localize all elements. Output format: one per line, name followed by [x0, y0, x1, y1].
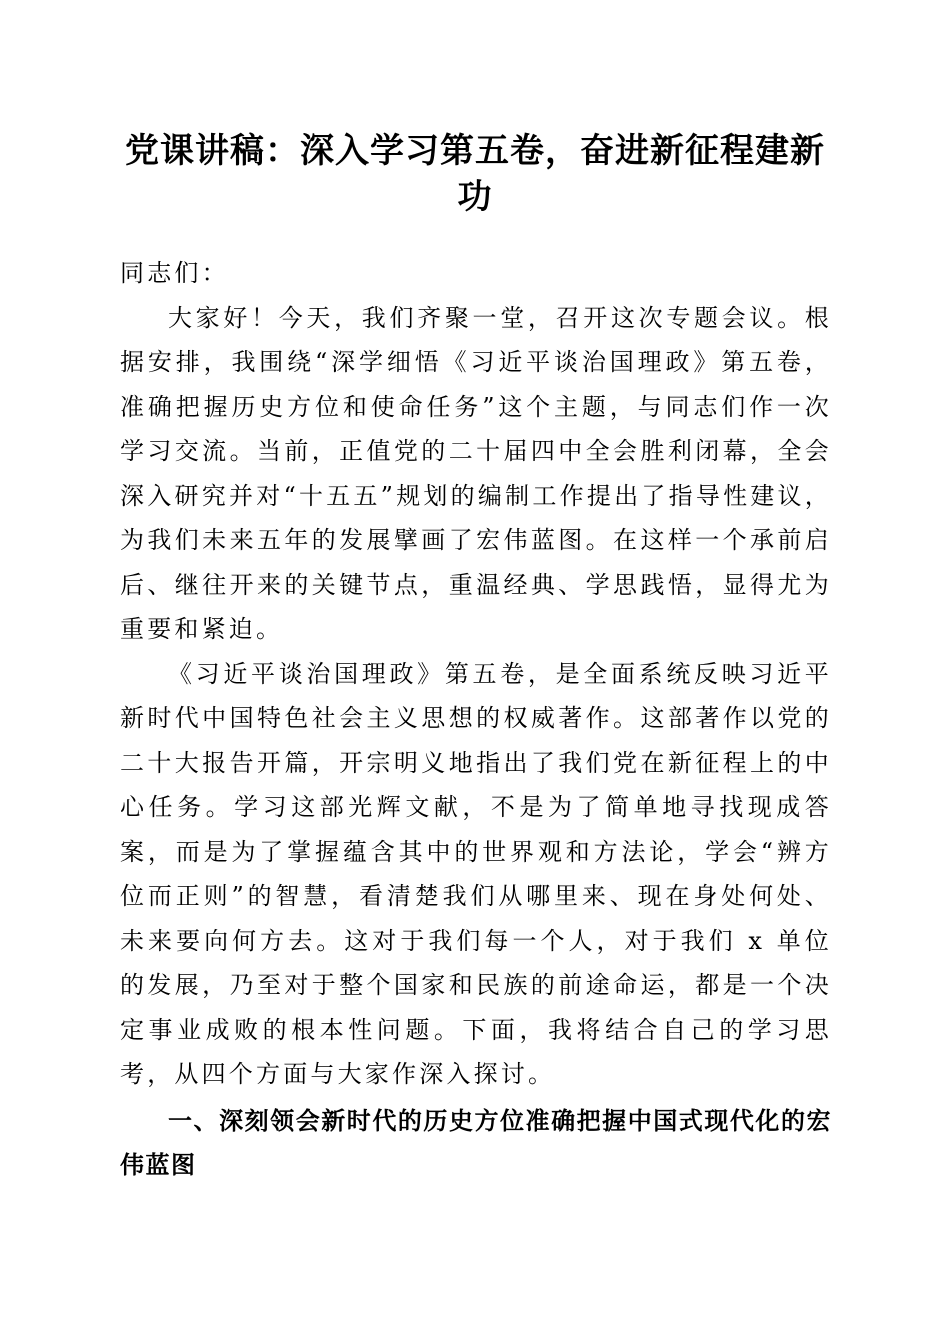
document-body [120, 251, 832, 1188]
section-heading: 一、深刻领会新时代的历史方位准确把握中国式现代化的宏伟蓝图 [120, 1106, 832, 1179]
document-title: 党课讲稿：深入学习第五卷，奋进新征程建新功 [125, 131, 825, 217]
salutation: 同志们： [120, 259, 229, 287]
paragraph-intro: 大家好！今天，我们齐聚一堂，召开这次专题会议。根据安排，我围绕“深学细悟《习近平谈治国理政》第五卷，准确把握历史方位和使命任务”这个主题，与同志们作一次学习交流。当前，正值党的二十届四中全会胜利闭幕，全会深入研究并对“十五五”规划的编制工作提出了指导性建议，为我们未来五年的发展擘画了宏伟蓝图。在这样一个承前启后、继往开来的关键节点，重温经典、学思践悟，显得尤为重要和紧迫。 [120, 303, 832, 643]
paragraph-book: 《习近平谈治国理政》第五卷，是全面系统反映习近平新时代中国特色社会主义思想的权威著作。这部著作以党的二十大报告开篇，开宗明义地指出了我们党在新征程上的中心任务。学习这部光辉文献，不是为了简单地寻找现成答案，而是为了掌握蕴含其中的世界观和方法论，学会“辨方位而正则”的智慧，看清楚我们从哪里来、现在身处何处、未来要向何方去。这对于我们每一个人，对于我们 x 单位的发展，乃至对于整个国家和民族的前途命运，都是一个决定事业成败的根本性问题。下面，我将结合自己的学习思考，从四个方面与大家作深入探讨。 [120, 659, 832, 1088]
